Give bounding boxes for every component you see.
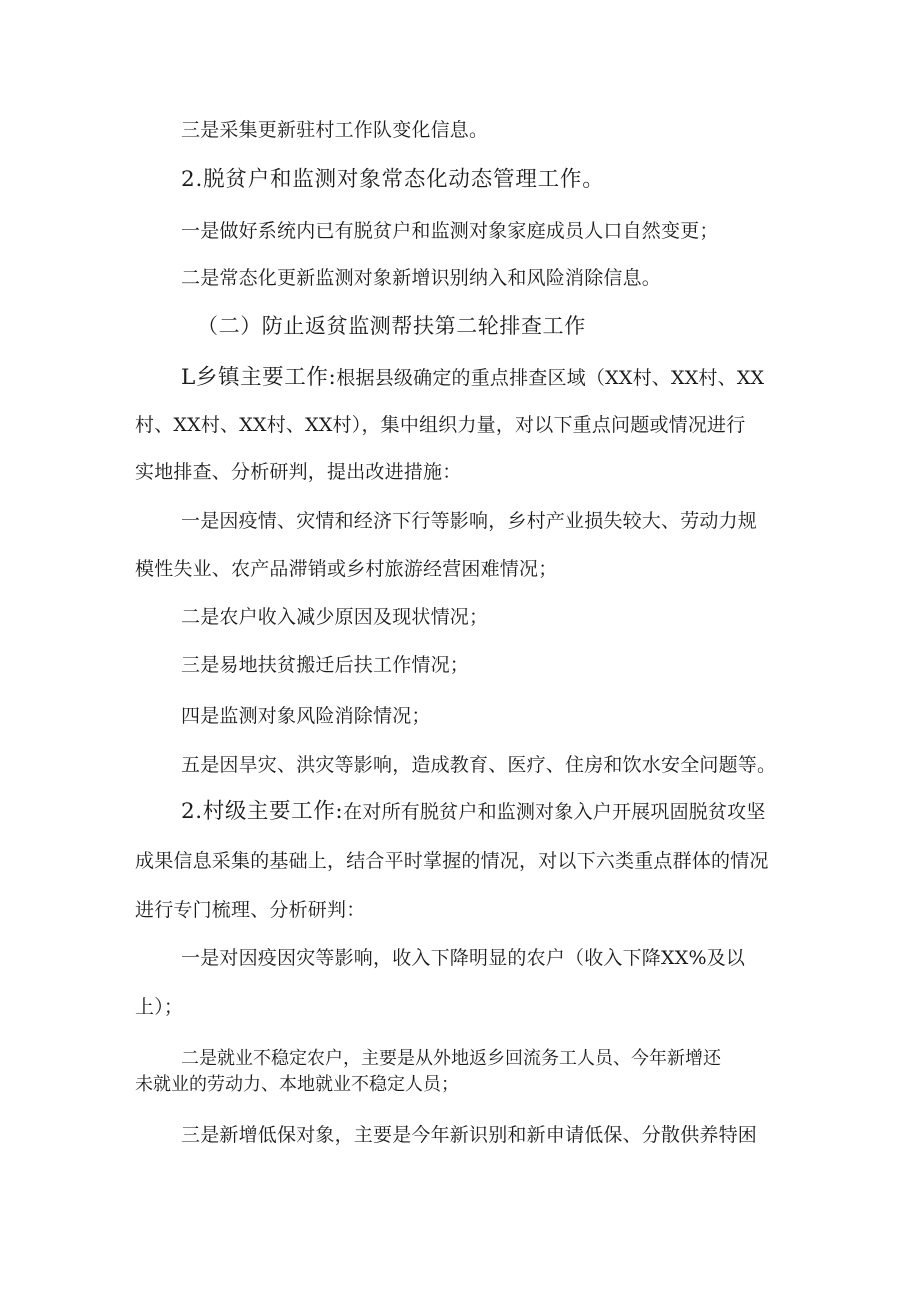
- subsection-heading: （二）防止返贫监测帮扶第二轮排查工作: [197, 314, 586, 338]
- paragraph-line: 模性失业、农产品滞销或乡村旅游经营困难情况；: [135, 558, 558, 580]
- paragraph-line: 二是农户收入减少原因及现状情况；: [181, 606, 489, 628]
- paragraph-line: 未就业的劳动力、本地就业不稳定人员；: [135, 1074, 459, 1095]
- township-lead: L乡镇主要工作:: [181, 365, 337, 390]
- paragraph-line: 成果信息采集的基础上，结合平时掌握的情况，对以下六类重点群体的情况: [135, 850, 769, 872]
- paragraph-line: 五是因旱灾、洪灾等影响，造成教育、医疗、住房和饮水安全问题等。: [181, 754, 777, 776]
- paragraph-line-with-lead: [181, 364, 795, 392]
- township-text: 根据县级确定的重点排查区域（XX村、XX村、XX: [336, 367, 765, 389]
- paragraph-line: 四是监测对象风险消除情况；: [181, 705, 431, 727]
- paragraph-line: 一是因疫情、灾情和经济下行等影响，乡村产业损失较大、劳动力规: [181, 510, 758, 532]
- village-text: 在对所有脱贫户和监测对象入户开展巩固脱贫攻坚: [343, 801, 766, 823]
- paragraph-line: 三是易地扶贫搬迁后扶工作情况；: [181, 654, 470, 676]
- paragraph-line: 二是常态化更新监测对象新增识别纳入和风险消除信息。: [181, 267, 662, 289]
- paragraph-line: 一是做好系统内已有脱贫户和监测对象家庭成员人口自然变更；: [181, 220, 719, 242]
- paragraph-line: 村、XX村、XX村、XX村），集中组织力量，对以下重点问题或情况进行: [135, 414, 746, 436]
- paragraph-line: 二是就业不稳定农户，主要是从外地返乡回流务工人员、今年新增还: [181, 1048, 721, 1069]
- section-heading: 2.脱贫户和监测对象常态化动态管理工作。: [181, 167, 605, 192]
- paragraph-line: 实地排查、分析研判，提出改进措施：: [135, 461, 462, 483]
- paragraph-line: 一是对因疫因灾等影响，收入下降明显的农户（收入下降XX%及以: [181, 947, 746, 969]
- paragraph-line-with-lead: [181, 798, 795, 826]
- paragraph-line: 上）；: [135, 996, 184, 1018]
- paragraph-line: 进行专门梳理、分析研判：: [135, 899, 366, 921]
- paragraph-line: 三是新增低保对象，主要是今年新识别和新申请低保、分散供养特困: [181, 1124, 758, 1146]
- paragraph-line: 三是采集更新驻村工作队变化信息。: [181, 119, 489, 141]
- village-lead: 2.村级主要工作:: [181, 799, 344, 824]
